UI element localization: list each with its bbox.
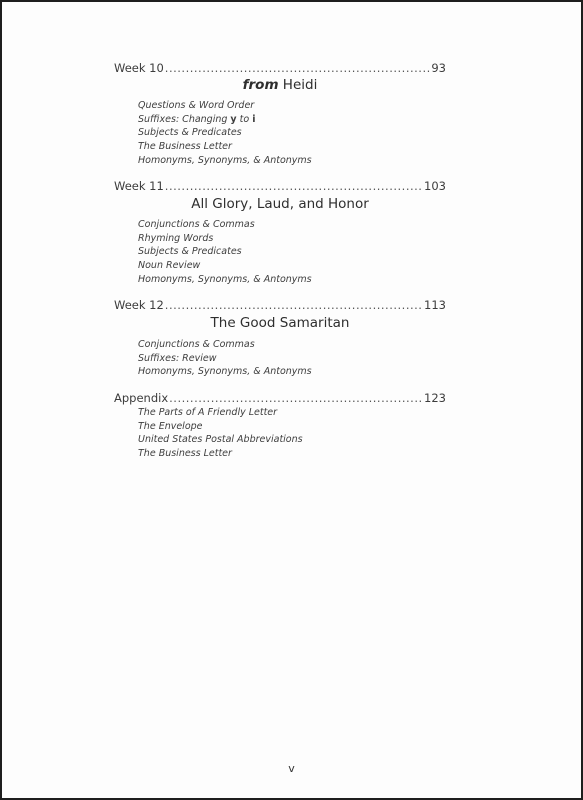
leader-dots: [165, 61, 431, 75]
toc-label: Week 12: [114, 298, 164, 312]
suffix-to: to: [239, 113, 250, 125]
topic-item: Noun Review: [138, 260, 201, 272]
topic-item: Rhyming Words: [138, 232, 214, 244]
toc-entry-week-12: [114, 298, 446, 312]
toc-entry-week-10: [114, 61, 446, 75]
topic-item: Suffixes: Review: [138, 352, 217, 364]
section-title: All Glory, Laud, and Honor: [191, 196, 369, 212]
page-folio: v: [288, 762, 295, 775]
topic-item: Subjects & Predicates: [138, 127, 242, 139]
toc-label: Week 10: [114, 61, 164, 75]
topic-item: The Envelope: [138, 420, 203, 432]
suffix-letter-y: y: [230, 113, 237, 125]
section-title: The Good Samaritan: [210, 315, 350, 331]
section-title: [114, 77, 446, 93]
topic-item: United States Postal Abbreviations: [138, 434, 303, 446]
topic-list: [138, 338, 312, 379]
topic-item: Homonyms, Synonyms, & Antonyms: [138, 273, 312, 285]
topic-item: Subjects & Predicates: [138, 246, 242, 258]
toc-entry-week-11: [114, 179, 446, 193]
topic-list: [138, 218, 312, 286]
topic-text: Suffixes: Changing: [138, 113, 231, 125]
topic-item: The Parts of A Friendly Letter: [138, 407, 278, 418]
toc-page-number: 103: [424, 179, 446, 193]
suffix-letter-i: i: [252, 113, 256, 125]
toc-label: Week 11: [114, 179, 164, 193]
topic-item: Conjunctions & Commas: [138, 339, 255, 350]
topic-item: The Business Letter: [138, 448, 232, 460]
topic-list: [138, 99, 312, 167]
leader-dots: [169, 391, 423, 405]
topic-item: Questions & Word Order: [138, 100, 255, 111]
toc-label: Appendix: [114, 391, 169, 405]
toc-page-number: 123: [424, 391, 446, 405]
leader-dots: [165, 179, 423, 193]
leader-dots: [165, 298, 423, 312]
toc-page-number: 113: [424, 298, 446, 312]
title-prefix: from: [242, 77, 279, 93]
topic-item: The Business Letter: [138, 141, 232, 153]
topic-list: [138, 406, 303, 461]
topic-item: Homonyms, Synonyms, & Antonyms: [138, 366, 312, 378]
topic-item: Conjunctions & Commas: [138, 219, 255, 230]
toc-page-number: 93: [431, 61, 446, 75]
toc-entry-appendix: [114, 391, 446, 405]
topic-item: Homonyms, Synonyms, & Antonyms: [138, 154, 312, 166]
topic-item: [138, 113, 312, 127]
title-main: Heidi: [278, 77, 318, 93]
